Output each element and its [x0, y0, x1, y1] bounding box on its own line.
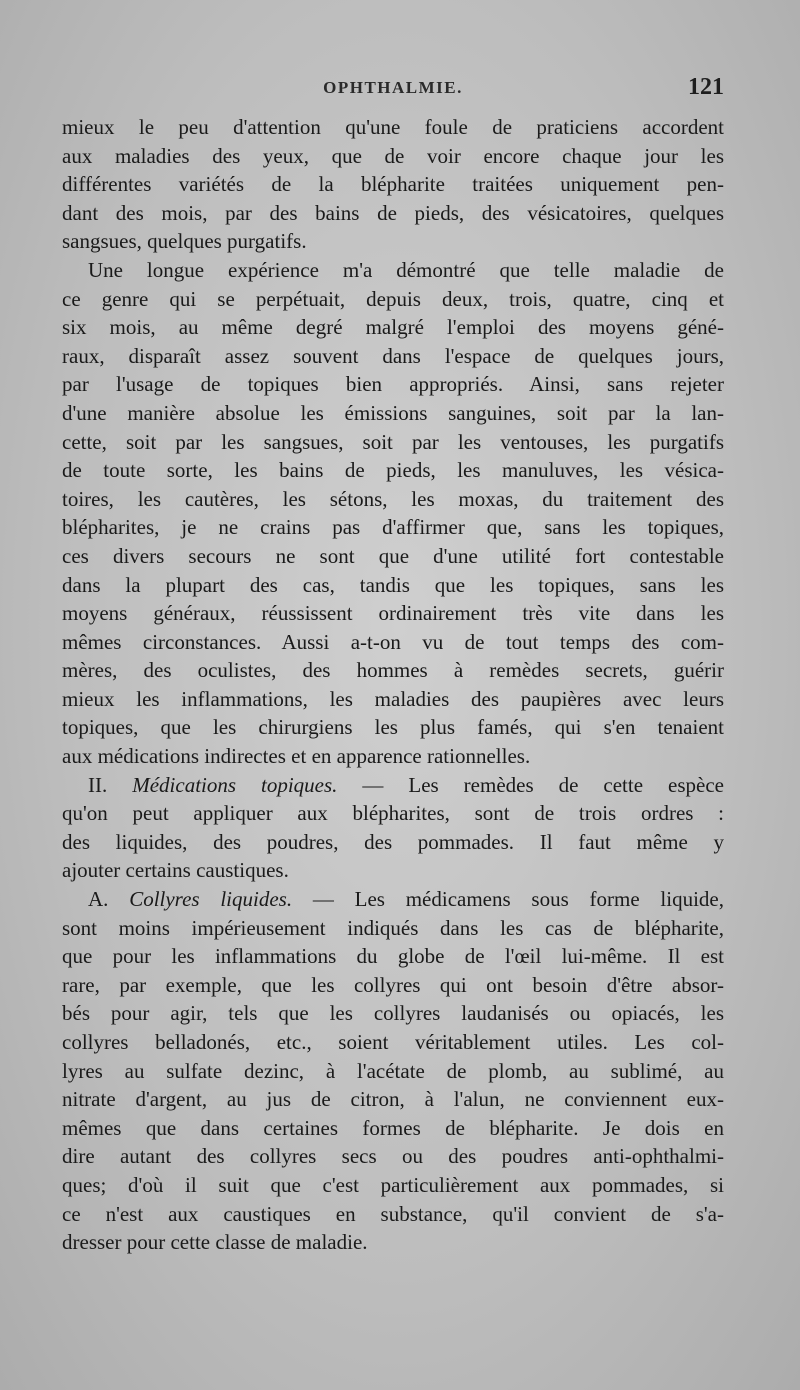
text-line: dans la plupart des cas, tandis que les topiques, sans les [62, 572, 724, 597]
section-label: II. [88, 772, 133, 797]
page-header [62, 76, 724, 106]
text-line: toires, les cautères, les sétons, les moxas, du traitement des [62, 486, 724, 511]
text-line: bés pour agir, tels que les collyres laudanisés ou opiacés, les [62, 1001, 724, 1026]
running-title: OPHTHALMIE. [323, 78, 463, 97]
text-line: dresser pour cette classe de maladie. [62, 1230, 368, 1255]
text-line: d'une manière absolue les émissions sanguines, soit par la lan- [62, 400, 724, 425]
text-line: dant des mois, par des bains de pieds, des vésicatoires, quelques [62, 200, 724, 225]
text-line: lyres au sulfate dezinc, à l'acétate de plomb, au sublimé, au [62, 1058, 724, 1083]
text-line: par l'usage de topiques bien appropriés. Ainsi, sans rejeter [62, 372, 724, 397]
text-line: mêmes circonstances. Aussi a-t-on vu de tout temps des com- [62, 629, 724, 654]
section-heading: Médications topiques. [132, 772, 338, 797]
text-line: nitrate d'argent, au jus de citron, à l'alun, ne conviennent eux- [62, 1087, 724, 1112]
text-line: raux, disparaît assez souvent dans l'espace de quelques jours, [62, 343, 724, 368]
text-line: sangsues, quelques purgatifs. [62, 229, 307, 254]
text-line: ques; d'où il suit que c'est particulièrement aux pommades, si [62, 1172, 724, 1197]
text-line: blépharites, je ne crains pas d'affirmer que, sans les topiques, [62, 515, 724, 540]
page-number: 121 [688, 74, 724, 100]
text-line: aux maladies des yeux, que de voir encore chaque jour les [62, 143, 724, 168]
text-line: sont moins impérieusement indiqués dans les cas de blépharite, [62, 915, 724, 940]
text-line: mieux le peu d'attention qu'une foule de praticiens accordent [62, 115, 724, 139]
section-heading: Collyres liquides. [129, 887, 293, 912]
text-line: rare, par exemple, que les collyres qui ont besoin d'être absor- [62, 972, 724, 997]
text-line: collyres belladonés, etc., soient véritablement utiles. Les col- [62, 1030, 724, 1054]
section-text: — Les médicamens sous forme liquide, [292, 887, 724, 912]
text-line: de toute sorte, les bains de pieds, les manuluves, les vésica- [62, 458, 724, 483]
text-line: dire autant des collyres secs ou des poudres anti-ophthalmi- [62, 1144, 724, 1169]
text-line: aux médications indirectes et en apparence rationnelles. [62, 744, 531, 769]
text-line: ces divers secours ne sont que d'une utilité fort contestable [62, 543, 724, 568]
text-line: ajouter certains caustiques. [62, 858, 289, 883]
text-line: six mois, au même degré malgré l'emploi des moyens géné- [62, 315, 724, 340]
section-text: — Les remèdes de cette espèce [337, 772, 724, 797]
text-line: topiques, que les chirurgiens les plus famés, qui s'en tenaient [62, 715, 724, 740]
text-line: Une longue expérience m'a démontré que telle maladie de [88, 257, 724, 282]
text-line: ce n'est aux caustiques en substance, qu'il convient de s'a- [62, 1201, 724, 1226]
text-line: différentes variétés de la blépharite traitées uniquement pen- [62, 172, 724, 197]
text-line [62, 885, 724, 914]
text-line: moyens généraux, réussissent ordinairement très vite dans les [62, 601, 724, 626]
section-label: A. [88, 887, 130, 912]
text-line: ce genre qui se perpétuait, depuis deux, trois, quatre, cinq et [62, 286, 724, 311]
text-line [62, 771, 724, 800]
text-line: mêmes que dans certaines formes de blépharite. Je dois en [62, 1115, 724, 1140]
text-line: mères, des oculistes, des hommes à remèdes secrets, guérir [62, 658, 724, 683]
text-line: mieux les inflammations, les maladies des paupières avec leurs [62, 686, 724, 711]
body-text [62, 113, 724, 1257]
text-line: que pour les inflammations du globe de l'œil lui-même. Il est [62, 944, 724, 969]
text-line: cette, soit par les sangsues, soit par les ventouses, les purgatifs [62, 429, 724, 454]
text-line: qu'on peut appliquer aux blépharites, sont de trois ordres : [62, 801, 724, 826]
text-line: des liquides, des poudres, des pommades. Il faut même y [62, 829, 724, 854]
